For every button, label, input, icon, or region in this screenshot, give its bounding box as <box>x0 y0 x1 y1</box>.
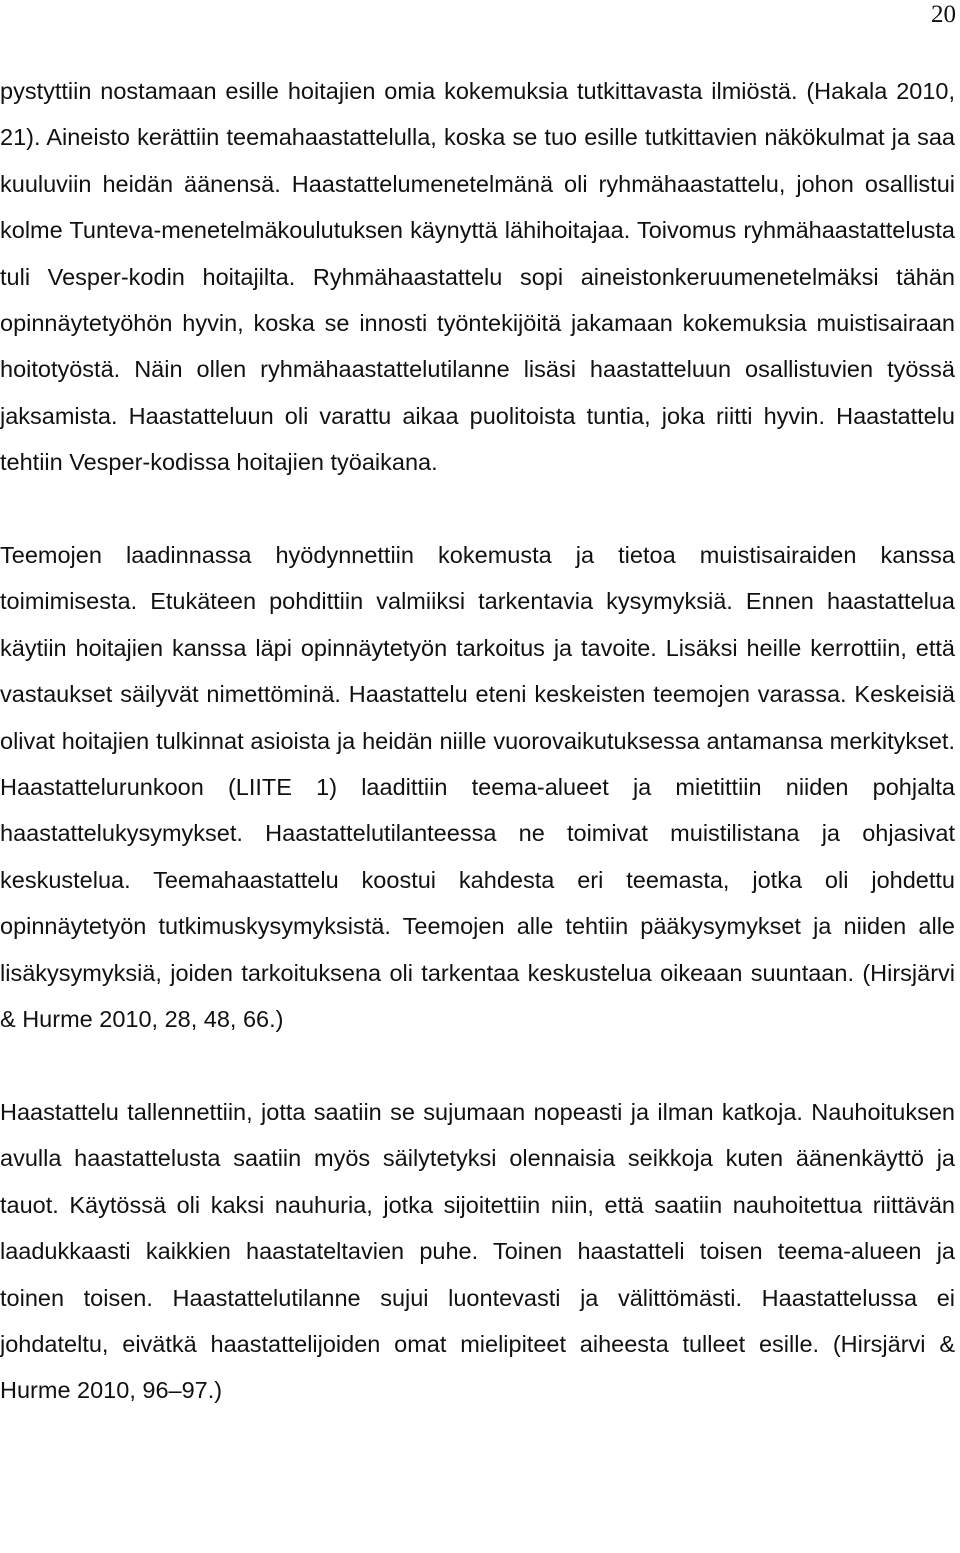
page-number: 20 <box>931 1 956 28</box>
body-text <box>0 68 955 1414</box>
paragraph-3: Haastattelu tallennettiin, jotta saatiin se sujumaan nopeasti ja ilman katkoja. Nauhoituksen avulla haastattelusta saatiin myös säilytetyksi olennaisia seikkoja kuten äänenkäyttö ja tauot. Käytössä oli kaksi nauhuria, jotka sijoitettiin niin, että saatiin nauhoitettua riittävän laadukkaasti kaikkien haastateltavien puhe. Toinen haastatteli toisen teema-alueen ja toinen toisen. Haastattelutilanne sujui luontevasti ja välittömästi. Haastattelussa ei johdateltu, eivätkä haastattelijoiden omat mielipiteet aiheesta tulleet esille. (Hirsjärvi & Hurme 2010, 96–97.) <box>0 1098 955 1404</box>
paragraph-1: pystyttiin nostamaan esille hoitajien omia kokemuksia tutkittavasta ilmiöstä. (Hakala 2010, 21). Aineisto kerättiin teemahaastattelulla, koska se tuo esille tutkittavien näkökulmat ja saa kuuluviin heidän äänensä. Haastattelumenetelmänä oli ryhmähaastattelu, johon osallistui kolme Tunteva-menetelmäkoulutuksen käynyttä lähihoitajaa. Toivomus ryhmähaastattelusta tuli Vesper-kodin hoitajilta. Ryhmähaastattelu sopi aineistonkeruumenetelmäksi tähän opinnäytetyöhön hyvin, koska se innosti työntekijöitä jakamaan kokemuksia muistisairaan hoitotyöstä. Näin ollen ryhmähaastattelutilanne lisäsi haastatteluun osallistuvien työssä jaksamista. Haastatteluun oli varattu aikaa puolitoista tuntia, joka riitti hyvin. Haastattelu tehtiin Vesper-kodissa hoitajien työaikana. <box>0 78 955 476</box>
paragraph-2: Teemojen laadinnassa hyödynnettiin kokemusta ja tietoa muistisairaiden kanssa toimimisesta. Etukäteen pohdittiin valmiiksi tarkentavia kysymyksiä. Ennen haastattelua käytiin hoitajien kanssa läpi opinnäytetyön tarkoitus ja tavoite. Lisäksi heille kerrottiin, että vastaukset säilyvät nimettöminä. Haastattelu eteni keskeisten teemojen varassa. Keskeisiä olivat hoitajien tulkinnat asioista ja heidän niille vuorovaikutuksessa antamansa merkitykset. Haastattelurunkoon (LIITE 1) laadittiin teema-alueet ja mietittiin niiden pohjalta haastattelukysymykset. Haastattelutilanteessa ne toimivat muistilistana ja ohjasivat keskustelua. Teemahaastattelu koostui kahdesta eri teemasta, jotka oli johdettu opinnäytetyön tutkimuskysymyksistä. Teemojen alle tehtiin pääkysymykset ja niiden alle lisäkysymyksiä, joiden tarkoituksena oli tarkentaa keskustelua oikeaan suuntaan. (Hirsjärvi & Hurme 2010, 28, 48, 66.) <box>0 542 955 1033</box>
